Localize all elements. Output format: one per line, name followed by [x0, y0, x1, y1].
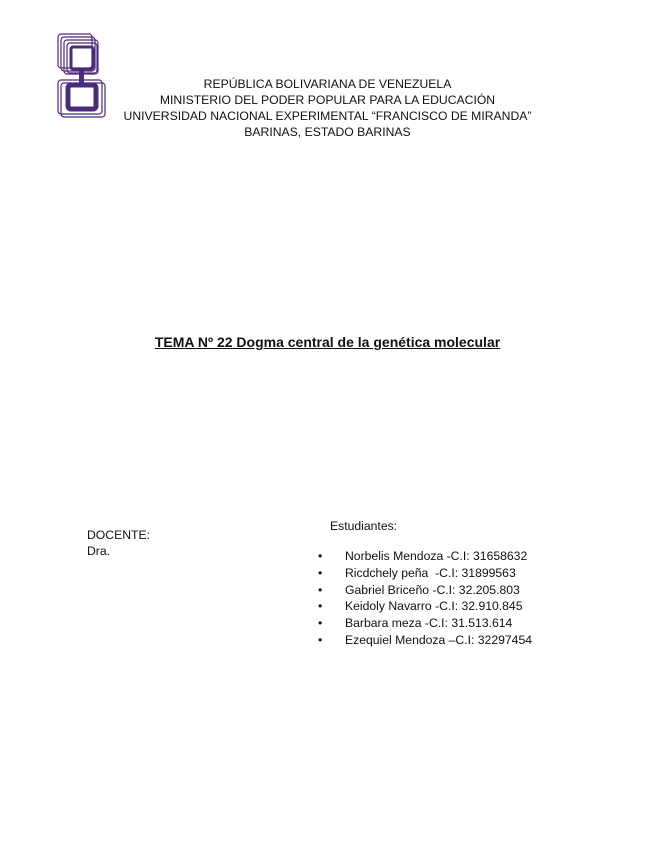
student-entry: Gabriel Briceño -C.I: 32.205.803 [345, 582, 520, 597]
bullet-icon: • [318, 616, 323, 631]
bullet-icon: • [318, 565, 323, 580]
header-line-ministry: MINISTERIO DEL PODER POPULAR PARA LA EDUCACIÓN [159, 93, 496, 107]
docente-name: Dra. [87, 544, 111, 558]
students-list [318, 548, 532, 649]
list-item [318, 632, 532, 649]
bullet-icon: • [318, 549, 323, 563]
header-line-republic: REPÚBLICA BOLIVARIANA DE VENEZUELA [203, 77, 452, 91]
list-item [318, 565, 532, 582]
student-entry: Barbara meza -C.I: 31.513.614 [345, 616, 513, 631]
student-entry: Norbelis Mendoza -C.I: 31658632 [345, 549, 528, 563]
bullet-icon: • [318, 632, 323, 647]
list-item [318, 582, 532, 599]
institution-header [90, 76, 565, 140]
student-entry: Keidoly Navarro -C.I: 32.910.845 [345, 599, 523, 614]
estudiantes-label: Estudiantes: [330, 519, 398, 533]
bullet-icon: • [318, 599, 323, 614]
list-item [318, 615, 532, 632]
docente-block [87, 527, 150, 559]
student-entry: Ezequiel Mendoza –C.I: 32297454 [345, 632, 533, 647]
document-title: TEMA Nº 22 Dogma central de la genética molecular [154, 334, 501, 350]
list-item [318, 548, 532, 565]
bullet-icon: • [318, 582, 323, 597]
docente-label: DOCENTE: [87, 528, 150, 542]
header-line-location: BARINAS, ESTADO BARINAS [244, 125, 411, 139]
list-item [318, 598, 532, 615]
student-entry: Ricdchely peña -C.I: 31899563 [345, 565, 516, 580]
header-line-university: UNIVERSIDAD NACIONAL EXPERIMENTAL “FRANCISCO DE MIRANDA” [123, 109, 532, 123]
